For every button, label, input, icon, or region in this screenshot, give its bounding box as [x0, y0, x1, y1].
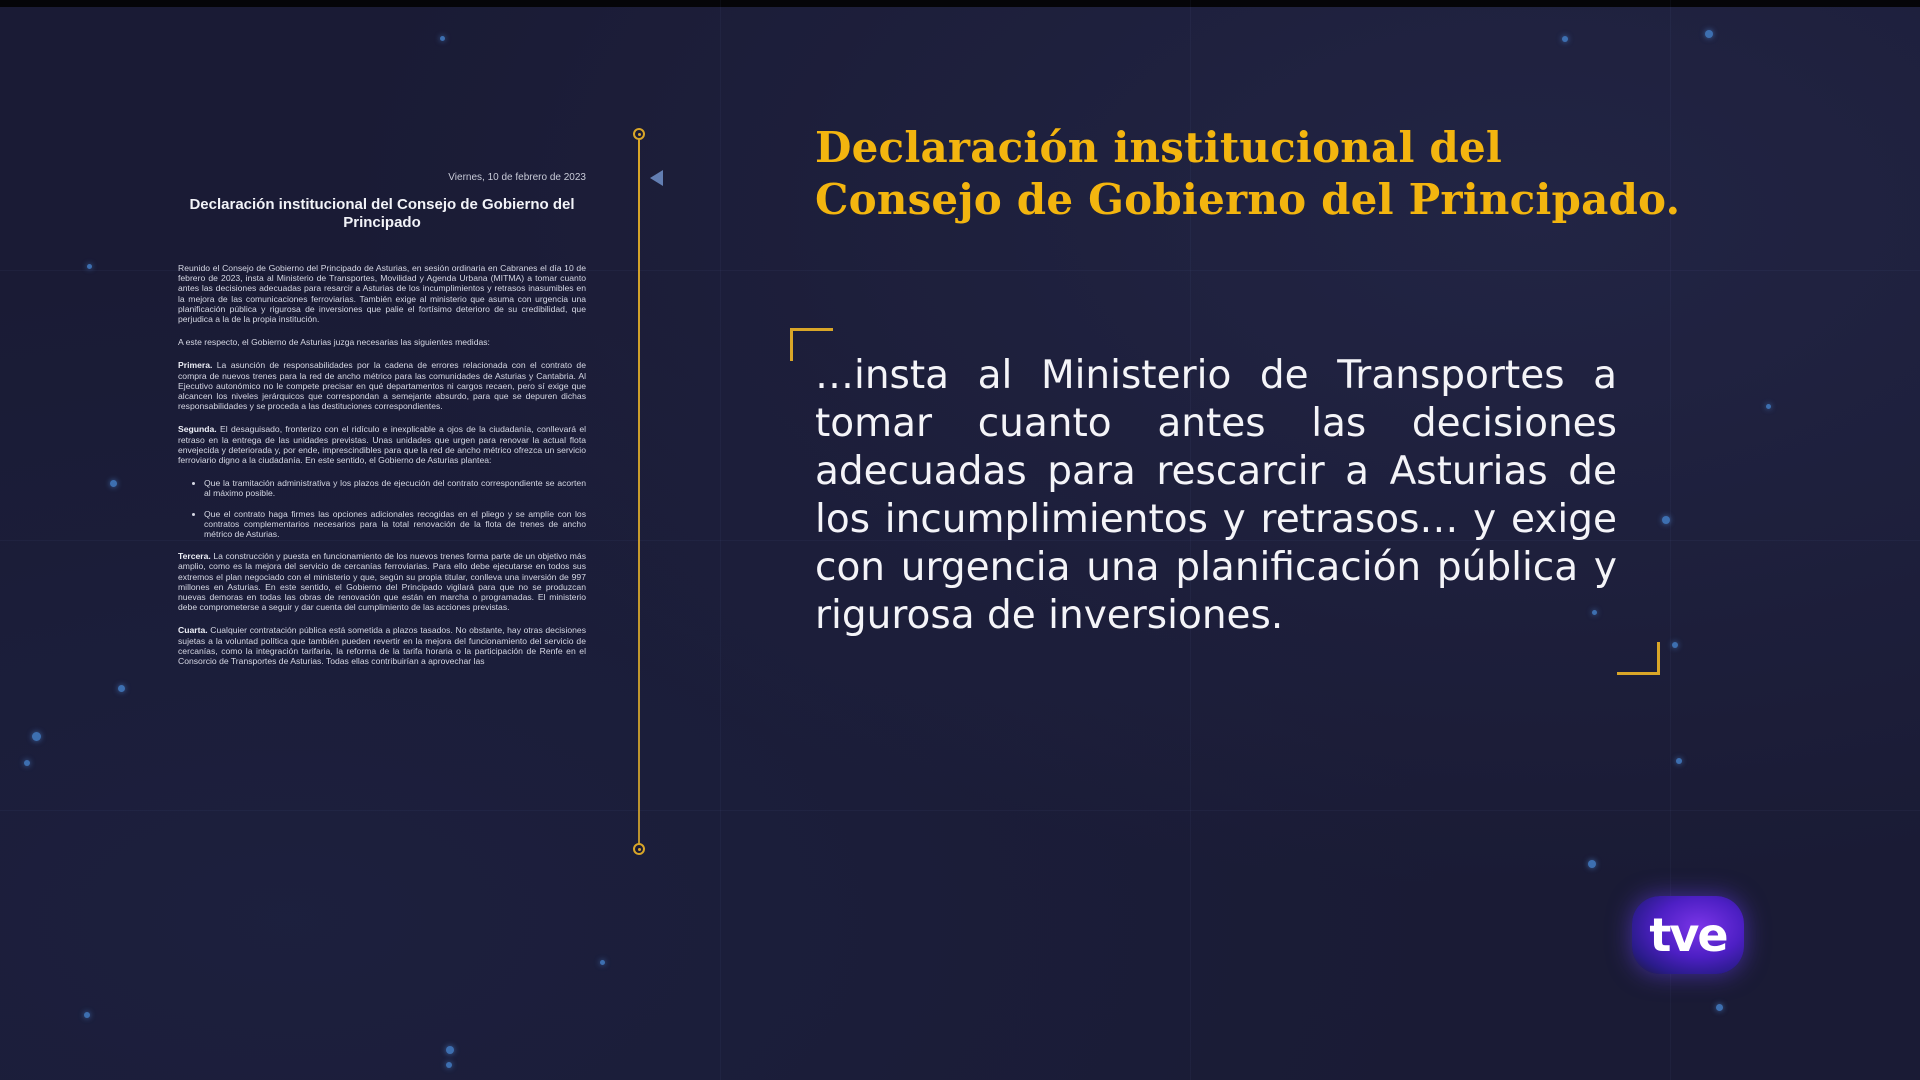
bokeh-dot — [1676, 758, 1682, 764]
bokeh-dot — [87, 264, 92, 269]
quote-bracket-bottom-right — [1617, 642, 1660, 675]
document-paragraph — [178, 360, 586, 411]
paragraph-label: Cuarta. — [178, 625, 208, 636]
headline-line-1: Declaración institucional del — [815, 123, 1503, 172]
document-date: Viernes, 10 de febrero de 2023 — [448, 172, 586, 183]
document-paragraph — [178, 424, 586, 465]
document-bullet: • Que la tramitación administrativa y los plazos de ejecución del contrato correspondiente se acorten al máximo posible. — [204, 478, 586, 498]
tve-logo-text: tve — [1649, 908, 1727, 962]
paragraph-label: Segunda. — [178, 424, 217, 435]
bokeh-dot — [1766, 404, 1771, 409]
document-paragraph — [178, 625, 586, 666]
paragraph-text: La asunción de responsabilidades por la cadena de errores relacionada con el contrato de compra de nuevos trenes para la red de ancho métrico para las comunidades de Asturias y Cantabria. Al Ejecutivo autonómico no le compete precisar en qué departamentos ni cargos recaen, pero sí exige que alcancen los niveles jerárquicos que correspondan a semejante absurdo, para que se depuren dichas responsabilidades y se proceda a las destituciones correspondientes. — [178, 360, 586, 412]
bokeh-dot — [118, 685, 125, 692]
bokeh-dot — [440, 36, 445, 41]
bokeh-dot — [1705, 30, 1713, 38]
timeline-line — [638, 134, 640, 850]
bokeh-dot — [446, 1062, 452, 1068]
bokeh-dot — [446, 1046, 454, 1054]
paragraph-label: Tercera. — [178, 551, 211, 562]
paragraph-text: Cualquier contratación pública está sometida a plazos tasados. No obstante, hay otras decisiones sujetas a la voluntad política que también pueden revertir en la mejora del funcionamiento del servicio de cercanías, como la integración tarifaria, la reforma de la tarifa horaria o la participación de Renfe en el Consorcio de Transportes de Asturias. Todas ellas contribuirían a aprovechar las — [178, 625, 586, 667]
document-page — [178, 168, 586, 818]
headline-line-2: Consejo de Gobierno del Principado. — [815, 175, 1681, 224]
paragraph-text: El desaguisado, fronterizo con el ridículo e inexplicable a ojos de la ciudadanía, conllevará el retraso en la entrega de las unidades previstas. Unas unidades que urgen para renovar la actual flota envejecida y deteriorada y, por ende, imprescindibles para que la red de ancho métrico ofrezca un servicio ferroviario digno a la ciudadanía. En este sentido, el Gobierno de Asturias plantea: — [178, 424, 587, 466]
bokeh-dot — [1562, 36, 1568, 42]
quote-text: …insta al Ministerio de Transportes a tomar cuanto antes las decisiones adecuadas para rescarcir a Asturias de los incumplimientos y retrasos… y exige con urgencia una planificación pública y rigurosa de inversiones. — [815, 353, 1617, 638]
top-black-bar — [0, 0, 1920, 7]
bokeh-dot — [1672, 642, 1678, 648]
document-paragraph: Reunido el Consejo de Gobierno del Principado de Asturias, en sesión ordinaria en Cabranes el día 10 de febrero de 2023, insta al Ministerio de Transportes, Movilidad y Agenda Urbana (MITMA) a tomar cuanto antes las decisiones adecuadas para resarcir a Asturias de los incumplimientos y retrasos inasumibles en la mejora de las comunicaciones ferroviarias. También exige al ministerio que asuma con urgencia una planificación pública y rigurosa de inversiones que palie el fortísimo deterioro de su credibilidad, que perjudica a la de la propia institución. — [178, 263, 586, 325]
document-body — [178, 263, 586, 679]
bokeh-dot — [24, 760, 30, 766]
tve-logo — [1632, 896, 1744, 974]
grid-line — [720, 0, 721, 1080]
document-bullet: • Que el contrato haga firmes las opciones adicionales recogidas en el pliego y se amplíe con los contratos complementarios necesarios para la total renovación de la flota de trenes de ancho métrico de Asturias. — [204, 509, 586, 540]
document-bullet-list — [178, 478, 586, 539]
bokeh-dot — [1662, 516, 1670, 524]
bokeh-dot — [84, 1012, 90, 1018]
bokeh-dot — [600, 960, 605, 965]
bokeh-dot — [1588, 860, 1596, 868]
bokeh-dot — [110, 480, 117, 487]
paragraph-text: La construcción y puesta en funcionamiento de los nuevos trenes forma parte de un objetivo más amplio, como es la mejora del servicio de cercanías ferroviarias. Para ello debe ejecutarse en todos sus extremos el plan negociado con el ministerio y que, según su propia titular, conlleva una inversión de 997 millones en Asturias. En este sentido, el Gobierno del Principado vigilará para que no se produzcan nuevas demoras en todas las obras de renovación que están en marcha o programadas. El ministerio debe comprometerse a seguir y dar cuenta del cumplimiento de las acciones previstas. — [178, 551, 587, 613]
timeline-node-top — [633, 128, 645, 140]
bokeh-dot — [32, 732, 41, 741]
headline — [815, 122, 1715, 226]
timeline-node-bottom — [633, 843, 645, 855]
document-paragraph: A este respecto, el Gobierno de Asturias juzga necesarias las siguientes medidas: — [178, 337, 490, 348]
bokeh-dot — [1716, 1004, 1723, 1011]
document-title: Declaración institucional del Consejo de Gobierno del Principado — [189, 196, 575, 231]
paragraph-label: Primera. — [178, 360, 213, 371]
position-marker-icon — [650, 170, 663, 186]
document-paragraph — [178, 551, 586, 612]
